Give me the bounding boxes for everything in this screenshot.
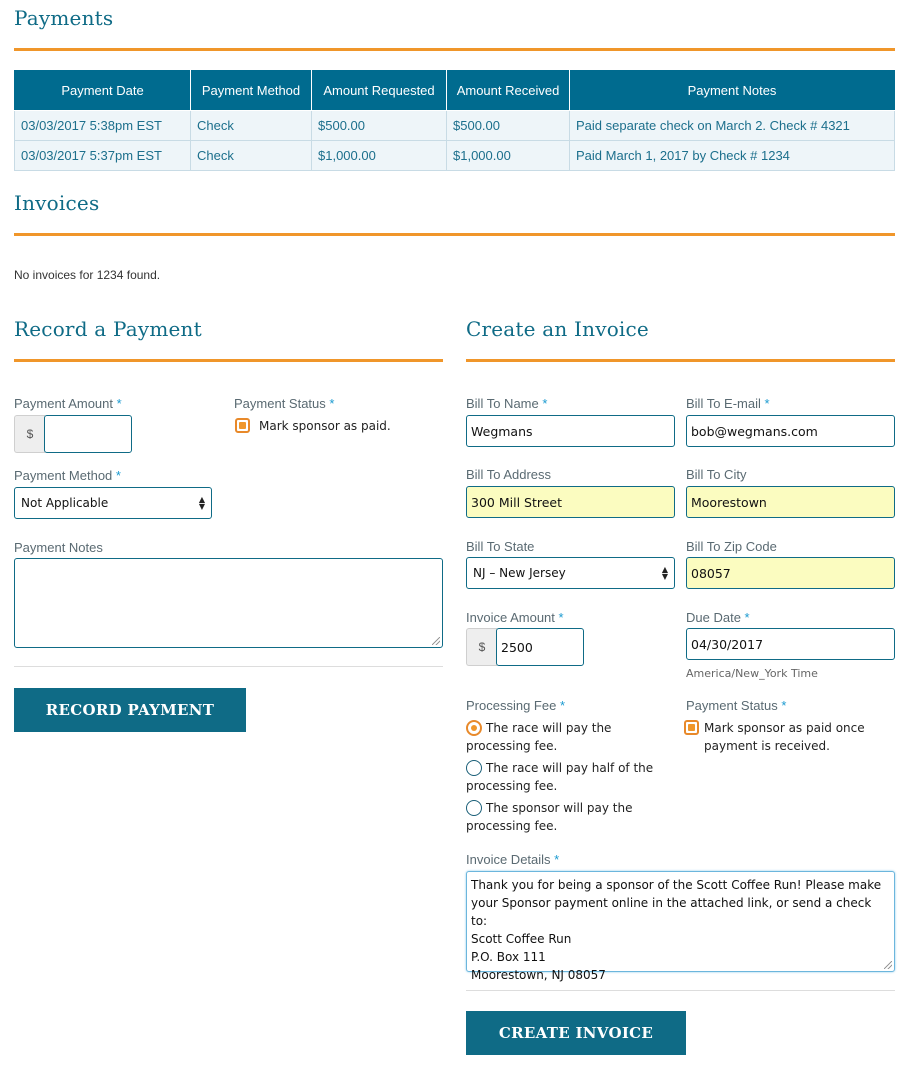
invoice-details-value: Thank you for being a sponsor of the Scott Coffee Run! Please make your Sponsor payment online in the attached link, or send a check to: Scott Coffee Run P.O. Box 111 Moorestown, NJ 08057	[471, 878, 882, 982]
cell-notes: Paid March 1, 2017 by Check # 1234	[570, 141, 895, 171]
mark-paid-checkbox[interactable]	[235, 418, 250, 433]
required-marker: *	[115, 468, 121, 483]
cell-requested: $1,000.00	[312, 141, 447, 171]
fee-option-sponsor-label: The sponsor will pay the processing fee.	[466, 801, 633, 833]
due-date-label: Due Date *	[686, 610, 750, 625]
bill-email-input[interactable]: bob@wegmans.com	[686, 415, 895, 447]
create-invoice-separator	[466, 990, 895, 991]
required-marker: *	[781, 698, 787, 713]
col-payment-date: Payment Date	[15, 71, 191, 111]
currency-addon: $	[466, 628, 497, 666]
create-invoice-heading: Create an Invoice	[466, 317, 649, 341]
bill-address-label: Bill To Address	[466, 467, 552, 482]
col-amount-requested: Amount Requested	[312, 71, 447, 111]
payment-method-value: Not Applicable	[21, 496, 109, 510]
required-marker: *	[558, 610, 564, 625]
record-payment-heading: Record a Payment	[14, 317, 202, 341]
record-payment-button[interactable]: RECORD PAYMENT	[14, 688, 246, 732]
cell-date: 03/03/2017 5:37pm EST	[15, 141, 191, 171]
required-marker: *	[329, 396, 335, 411]
create-invoice-rule	[466, 359, 895, 362]
currency-addon: $	[14, 415, 45, 453]
fee-option-half-label: The race will pay half of the processing fee.	[466, 761, 654, 793]
processing-fee-label: Processing Fee *	[466, 698, 566, 713]
required-marker: *	[559, 698, 566, 713]
required-marker: *	[116, 396, 122, 411]
required-marker: *	[744, 610, 750, 625]
col-payment-method: Payment Method	[191, 71, 312, 111]
resize-grip-icon[interactable]	[432, 637, 440, 645]
cell-notes: Paid separate check on March 2. Check # 4321	[570, 111, 895, 141]
mark-paid-label: Mark sponsor as paid.	[259, 419, 391, 433]
invoice-amount-label: Invoice Amount *	[466, 610, 564, 625]
cell-received: $500.00	[447, 111, 570, 141]
invoices-rule	[14, 233, 895, 236]
mark-paid-on-receipt-label: Mark sponsor as paid once payment is received.	[704, 721, 865, 753]
col-payment-notes: Payment Notes	[570, 71, 895, 111]
bill-email-label: Bill To E-mail *	[686, 396, 770, 411]
bill-zip-input[interactable]: 08057	[686, 557, 895, 589]
bill-city-input[interactable]: Moorestown	[686, 486, 895, 518]
bill-state-select[interactable]	[466, 557, 675, 589]
invoice-details-textarea[interactable]	[466, 871, 895, 982]
table-row	[15, 141, 895, 171]
required-marker: *	[542, 396, 548, 411]
payment-notes-label: Payment Notes	[14, 540, 103, 555]
payment-amount-label: Payment Amount *	[14, 396, 122, 411]
required-marker: *	[554, 852, 560, 867]
bill-address-input[interactable]: 300 Mill Street	[466, 486, 675, 518]
bill-name-label: Bill To Name *	[466, 396, 548, 411]
cell-date: 03/03/2017 5:38pm EST	[15, 111, 191, 141]
due-date-input[interactable]: 04/30/2017	[686, 628, 895, 660]
cell-requested: $500.00	[312, 111, 447, 141]
payment-method-label: Payment Method *	[14, 468, 121, 483]
select-arrows-icon: ▲ ▼	[198, 495, 205, 511]
cell-received: $1,000.00	[447, 141, 570, 171]
payment-notes-textarea[interactable]	[14, 558, 443, 648]
create-invoice-button[interactable]: CREATE INVOICE	[466, 1011, 686, 1055]
cell-method: Check	[191, 111, 312, 141]
bill-name-input[interactable]: Wegmans	[466, 415, 675, 447]
payment-amount-input[interactable]	[44, 415, 132, 453]
cell-method: Check	[191, 141, 312, 171]
payment-notes-value	[15, 559, 442, 567]
invoices-heading: Invoices	[14, 191, 100, 215]
required-marker: *	[764, 396, 770, 411]
record-payment-rule	[14, 359, 443, 362]
col-amount-received: Amount Received	[447, 71, 570, 111]
table-row	[15, 111, 895, 141]
invoice-details-label: Invoice Details *	[466, 852, 560, 867]
no-invoices-message: No invoices for 1234 found.	[14, 268, 161, 282]
invoice-payment-status-label: Payment Status *	[686, 698, 787, 713]
payments-heading: Payments	[14, 6, 114, 30]
select-arrows-icon: ▲ ▼	[661, 565, 668, 581]
bill-state-value: NJ – New Jersey	[473, 566, 566, 580]
payment-method-select[interactable]	[14, 487, 212, 519]
mark-paid-on-receipt-checkbox[interactable]	[684, 720, 699, 735]
bill-city-label: Bill To City	[686, 467, 747, 482]
invoice-amount-input[interactable]: 2500	[496, 628, 584, 666]
record-payment-separator	[14, 666, 443, 667]
fee-option-race-label: The race will pay the processing fee.	[466, 721, 612, 753]
bill-state-label: Bill To State	[466, 539, 535, 554]
bill-zip-label: Bill To Zip Code	[686, 539, 777, 554]
payments-table	[14, 70, 895, 171]
payments-rule	[14, 48, 895, 51]
payments-table-header	[15, 71, 895, 111]
payment-status-label: Payment Status *	[234, 396, 335, 411]
resize-grip-icon[interactable]	[884, 961, 892, 969]
timezone-note: America/New_York Time	[686, 667, 818, 680]
